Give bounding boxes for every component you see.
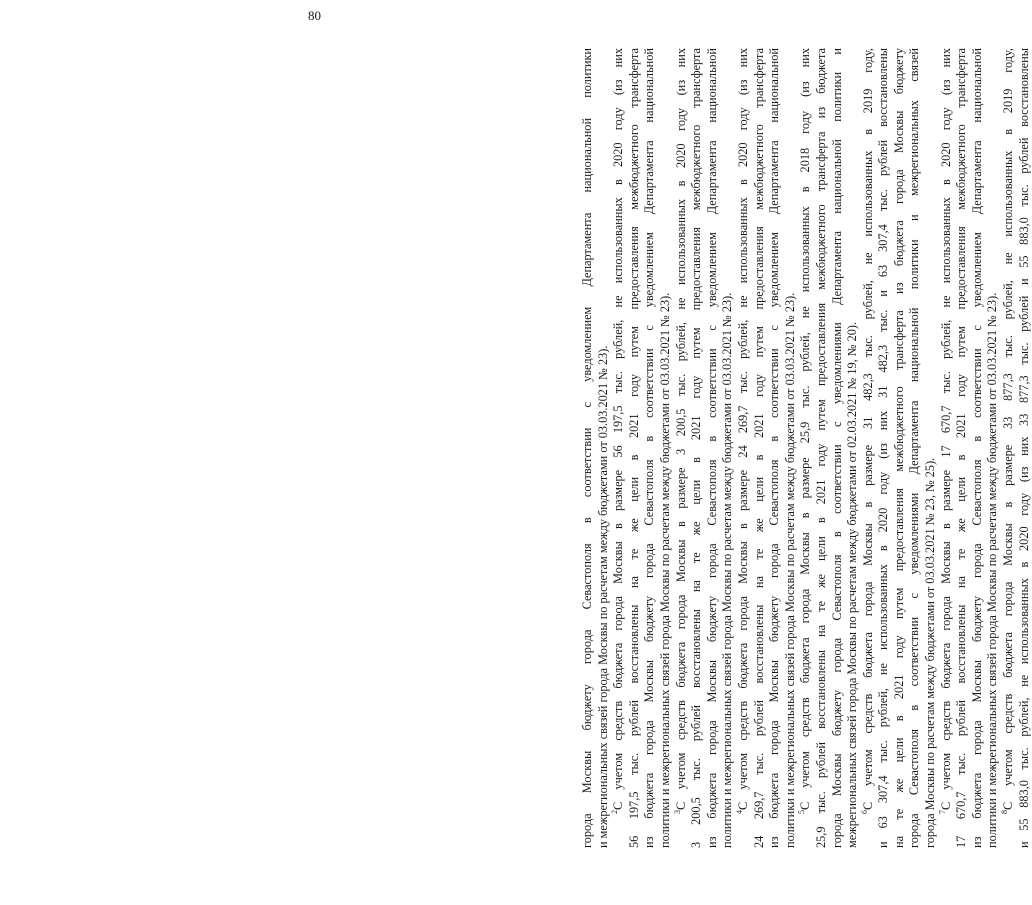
footnote-first-line xyxy=(674,48,690,848)
footnote-marker: 3 xyxy=(672,810,682,814)
footnote-6 xyxy=(861,48,939,848)
footnote-first-line xyxy=(736,48,752,848)
footnote-line: города Москвы по расчетам между бюджетами от 03.03.2021 № 23, № 25). xyxy=(923,457,938,848)
footnote-line: из бюджета города Москвы бюджету города Севастополя в соответствии с уведомлением Департамента национальной xyxy=(767,48,782,848)
footnote-line: С учетом средств бюджета города Москвы в размере 56 197,5 тыс. рублей, не использованных в 2020 году (из них xyxy=(611,48,626,810)
footnote-2 xyxy=(611,48,673,848)
footnote-line: и 55 883,0 тыс. рублей, не использованных в 2020 году (из них 33 877,3 тыс. рублей и 55 883,0 тыс. рублей восстановлены xyxy=(1016,48,1031,848)
footnote-marker: 2 xyxy=(610,810,620,814)
footnote-line: на те же цели в 2021 году путем предоставления межбюджетного трансферта из бюджета города Москвы бюджету xyxy=(891,48,906,848)
footnote-line: политики и межрегиональных связей города Москвы по расчетам между бюджетами от 03.03.2021 № 23). xyxy=(657,292,672,848)
footnote-line: из бюджета города Москвы бюджету города Севастополя в соответствии с уведомлением Департамента национальной xyxy=(642,48,657,848)
footnote-line: С учетом средств бюджета города Москвы в размере 31 482,3 тыс. рублей, не использованных в 2019 году, xyxy=(860,48,875,810)
footnote-line: из бюджета города Москвы бюджету города Севастополя в соответствии с уведомлением Департамента национальной xyxy=(969,48,984,848)
footnote-line: 17 670,7 тыс. рублей восстановлены на те же цели в 2021 году путем предоставления межбюджетного трансферта xyxy=(954,48,969,848)
footnote-line: политики и межрегиональных связей города Москвы по расчетам между бюджетами от 03.03.2021 № 23). xyxy=(782,292,797,848)
footnote-marker: 4 xyxy=(734,810,744,814)
footnote-marker: 7 xyxy=(937,810,947,814)
footnote-marker: 6 xyxy=(859,810,869,814)
footnote-line: политики и межрегиональных связей города Москвы по расчетам между бюджетами от 03.03.2021 № 23). xyxy=(985,292,1000,848)
footnote-4 xyxy=(736,48,798,848)
footnote-line: межрегиональных связей города Москвы по расчетам между бюджетами от 02.03.2021 № 19, № 20). xyxy=(845,321,860,848)
footnote-line: города Москвы бюджету города Севастополя в соответствии с уведомлениями Департамента национальной политики и xyxy=(829,48,844,848)
footnote-line: 24 269,7 тыс. рублей восстановлены на те же цели в 2021 году путем предоставления межбюджетного трансферта xyxy=(751,48,766,848)
footnote-7 xyxy=(939,48,1001,848)
footnote-line: города Москвы бюджету города Севастополя в соответствии с уведомлением Департамента национальной политики xyxy=(580,48,594,848)
footnote-8 xyxy=(1001,48,1032,848)
footnote-line: 56 197,5 тыс. рублей восстановлены на те же цели в 2021 году путем предоставления межбюджетного трансферта xyxy=(626,48,641,848)
footnote-line: 25,9 тыс. рублей восстановлены на те же цели в 2021 году путем предоставления межбюджетного трансферта из бюджета xyxy=(813,48,828,848)
footnote-line: С учетом средств бюджета города Москвы в размере 17 670,7 тыс. рублей, не использованных в 2020 году (из них xyxy=(938,48,953,810)
footnote-5 xyxy=(798,48,860,848)
footnote-line: 3 200,5 тыс. рублей восстановлены на те же цели в 2021 году путем предоставления межбюджетного трансферта xyxy=(689,48,704,848)
footnote-first-line xyxy=(939,48,955,848)
footnote-first-line xyxy=(1001,48,1017,848)
footnote-marker: 8 xyxy=(999,810,1009,814)
footnote-3 xyxy=(674,48,736,848)
footnote-line: С учетом средств бюджета города Москвы в размере 33 877,3 тыс. рублей, не использованных в 2019 году, xyxy=(1001,48,1016,810)
footnotes-block xyxy=(580,48,1032,848)
footnote-line: из бюджета города Москвы бюджету города Севастополя в соответствии с уведомлением Департамента национальной xyxy=(704,48,719,848)
footnote-line: и 63 307,4 тыс. рублей, не использованных в 2020 году (из них 31 482,3 тыс. и 63 307,4 тыс. рублей восстановлены xyxy=(876,48,891,848)
page-number: 80 xyxy=(308,8,321,23)
footnote-continued xyxy=(580,48,611,848)
footnote-line: и межрегиональных связей города Москвы по расчетам между бюджетами от 03.03.2021 № 23). xyxy=(595,345,610,848)
footnote-first-line xyxy=(798,48,814,848)
footnote-marker: 5 xyxy=(797,810,807,814)
footnote-first-line xyxy=(861,48,877,848)
footnote-line: С учетом средств бюджета города Москвы в размере 25,9 тыс. рублей, не использованных в 2018 году (из них xyxy=(798,48,813,810)
footnote-line: С учетом средств бюджета города Москвы в размере 3 200,5 тыс. рублей, не использованных в 2020 году (из них xyxy=(673,48,688,810)
footnote-line: С учетом средств бюджета города Москвы в размере 24 269,7 тыс. рублей, не использованных в 2020 году (из них xyxy=(735,48,750,810)
footnote-line: политики и межрегиональных связей города Москвы по расчетам между бюджетами от 03.03.2021 № 23). xyxy=(720,292,735,848)
footnote-line: города Севастополя в соответствии с уведомлениями Департамента национальной политики и межрегиональных связей xyxy=(907,48,922,848)
footnote-first-line xyxy=(611,48,627,848)
